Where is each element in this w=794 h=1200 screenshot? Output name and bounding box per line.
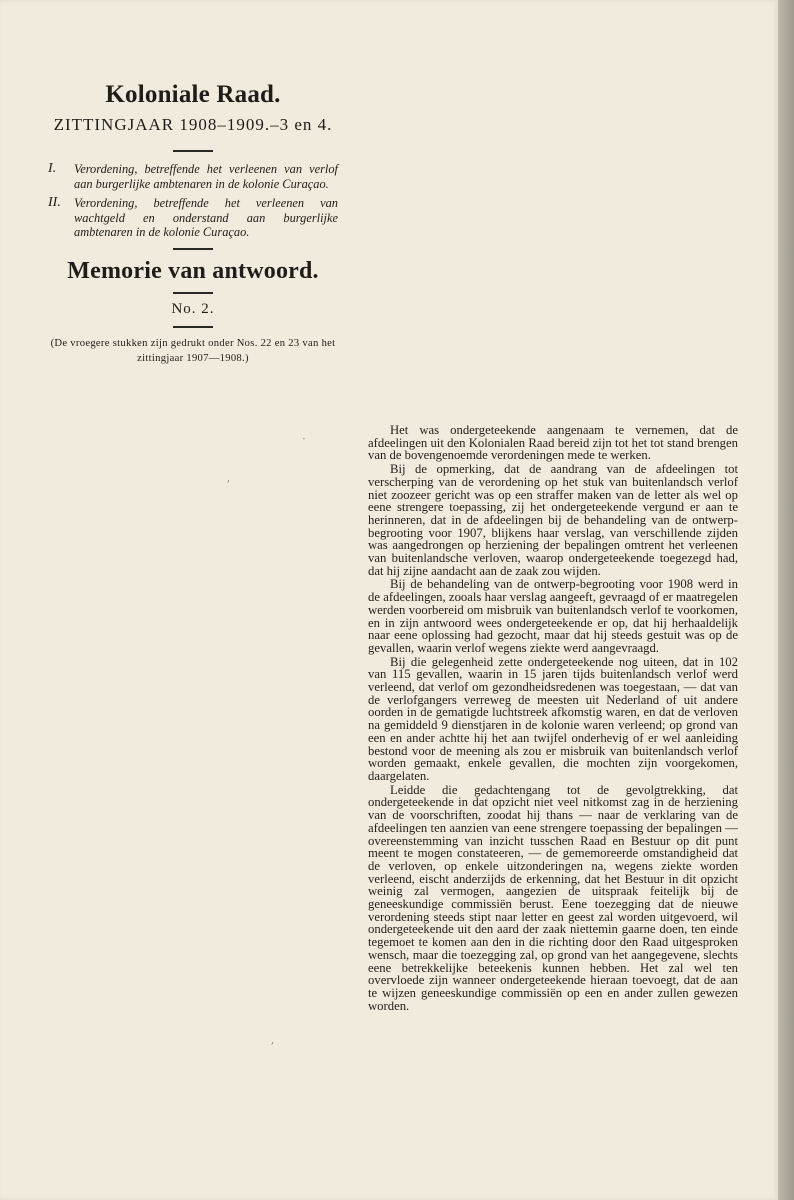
ordinance-text: Verordening, betreffende het verleenen van wachtgeld en onderstand aan burgerlijke ambtenaren in de kolonie Curaçao. — [74, 196, 338, 239]
section-title: Memorie van antwoord. — [67, 257, 319, 284]
reference-note: (De vroegere stukken zijn gedrukt onder Nos. 22 en 23 van het zittingjaar 1907—1908.) — [50, 337, 336, 364]
session-year: ZITTINGJAAR 1908–1909.–3 en 4. — [53, 115, 333, 134]
scan-edge — [778, 0, 794, 1200]
ordinance-item — [48, 196, 338, 240]
ordinance-list — [48, 162, 338, 240]
paper-speck: ʼ — [226, 478, 230, 492]
body-text-column — [368, 424, 738, 1013]
body-paragraph: Het was ondergeteekende aangenaam te vernemen, dat de afdeelingen uit den Kolonialen Raad bereid zijn tot het tot stand brengen van de bovengenoemde verordeningen mede te werken. — [368, 423, 738, 463]
header-column — [48, 80, 338, 366]
paper-speck: ʼ — [270, 1040, 274, 1054]
divider — [173, 150, 213, 152]
body-paragraph: Bij die gelegenheid zette ondergeteekende nog uiteen, dat in 102 van 115 gevallen, waarin in 15 jaren tijds buitenlandsch verlof werd verleend, dat verlof om gezondheidsredenen was toegestaan, — dat van de verlofgangers verreweg de meesten uit Nederland of uit andere oorden in de gematigde luchtstreek afkomstig waren, en dat de verloven na gemiddeld 9 dienstjaren in de kolonie waren verleend; op grond van een en ander achtte hij het aan twijfel onderhevig of er wel aanleiding bestond voor de meening als zou er misbruik van buitenlandsch verlof worden gemaakt, enkele gevallen, die mochten zijn voorgekomen, daargelaten. — [368, 654, 738, 783]
ordinance-text: Verordening, betreffende het verleenen van verlof aan burgerlijke ambtenaren in de kolonie Curaçao. — [74, 162, 338, 191]
document-title: Koloniale Raad. — [105, 81, 281, 108]
divider — [173, 292, 213, 294]
ordinance-number: II. — [48, 195, 61, 210]
document-number: No. 2. — [171, 300, 215, 317]
ordinance-item — [48, 162, 338, 191]
divider — [173, 326, 213, 328]
body-paragraph: Bij de opmerking, dat de aandrang van de afdeelingen tot verscherping van de verordening op het stuk van buitenlandsch verlof niet zoozeer gericht was op een straffer maken van de letter als wel op eene strengere toepassing, zij het ondergeteekende vergund er aan te herinneren, dat in de afdeelingen bij de behandeling van de ontwerp-begrooting voor 1907, blijkens haar verslag, van verschillende zijden was aangedrongen op herziening der bepalingen omtrent het verleenen van buitenlandsche verloven, waarop ondergeteekende toegezegd had, dat hij zijne aandacht aan de zaak zou wijden. — [368, 462, 738, 578]
paper-speck: · — [302, 432, 306, 446]
ordinance-number: I. — [48, 161, 57, 176]
body-paragraph: Bij de behandeling van de ontwerp-begrooting voor 1908 werd in de afdeelingen, zooals haar verslag aangeeft, gevraagd of er maatregelen werden voorbereid om misbruik van buitenlandsch verlof te voorkomen, en in zijn antwoord wees ondergeteekende er op, dat hij herhaaldelijk naar eene oplossing had gezocht, maar dat hij steeds gestuit was op de gevallen, waarin verlof wegens ziekte werd aangevraagd. — [368, 577, 738, 655]
divider — [173, 248, 213, 250]
body-paragraph: Leidde die gedachtengang tot de gevolgtrekking, dat ondergeteekende in dat opzicht niet veel nitkomst zag in de herziening van de voorschriften, zoodat hij thans — naar de verklaring van de afdeelingen ten aanzien van eene strengere toepassing der bepalingen — overeenstemming van inzicht tusschen Raad en Bestuur op dit punt meent te mogen constateeren, — de gememoreerde omstandigheid dat de verloven, op enkele uitzonderingen na, wegens ziekte worden verleend, eischt anderzijds de erkenning, dat het Bestuur in dit opzicht weinig zal vermogen, aangezien de uitspraak feitelijk bij de geneeskundige commissiën berust. Eene toezegging dat de nieuwe verordening steeds stipt naar letter en geest zal worden uitgevoerd, wil ondergeteekende uit den aard der zaak niettemin gaarne doen, ten einde tegemoet te komen aan den in die richting door den Raad uitgesproken wensch, maar die toezegging zal, op grond van het aangegevene, slechts eene betrekkelijke beteekenis kunnen hebben. Het zal wel ten overvloede zijn wanneer ondergeteekende hieraan toevoegt, dat de aan te wijzen geneeskundige commissiën op een en ander zullen gewezen worden. — [368, 782, 738, 1013]
